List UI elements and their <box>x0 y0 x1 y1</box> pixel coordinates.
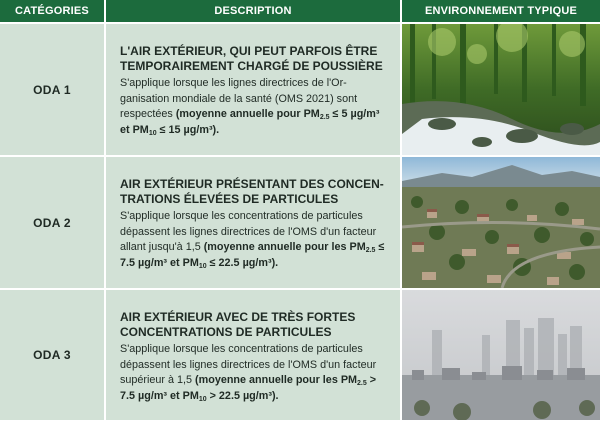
description-title: AIR EXTÉRIEUR AVEC DE TRÈS FORTES CONCENTRATIONS DE PARTICULES <box>120 310 356 339</box>
header-environment: ENVIRONNEMENT TYPIQUE <box>402 0 600 24</box>
pm10-value: ≤ 15 µg/m³). <box>159 123 220 136</box>
pm25-sub: 2.5 <box>319 114 330 121</box>
description-body: S'applique lorsque les lignes directrices de l'Or-ganisation mondiale de la santé (OMS 2021) sont respectées <box>120 77 358 120</box>
description-text <box>120 209 390 271</box>
pm25-sub: 2.5 <box>357 380 367 387</box>
pm10-value: > 22.5 µg/m³). <box>209 389 279 402</box>
pm25-value: ≤ 5 µg/m³ et <box>120 108 380 136</box>
description-text <box>120 76 390 138</box>
bold-prefix: (moyenne annuelle pour les <box>195 374 338 386</box>
pm25-label: PM <box>340 374 358 386</box>
pm25-label: PM <box>349 241 366 253</box>
description-oda3 <box>106 290 402 422</box>
description-body: S'applique lorsque les concentrations de particules dépassent les lignes directrices de l'OMS d'un facteur allant jusqu'à 1,5 <box>120 210 377 253</box>
description-title: AIR EXTÉRIEUR PRÉSENTANT DES CONCEN-TRATIONS ÉLEVÉES DE PARTICULES <box>120 177 384 206</box>
pm10-sub: 10 <box>198 395 207 403</box>
pm25-label: PM <box>303 108 320 120</box>
description-text <box>120 342 390 404</box>
pm25-value: ≤ 7.5 µg/m³ et <box>120 241 385 269</box>
suburb-image <box>402 157 600 290</box>
header-description: DESCRIPTION <box>106 0 402 24</box>
description-body: S'applique lorsque les concentrations de particules dépassent les lignes directrices de l'OMS d'un facteur supérieur à 1,5 <box>120 343 377 386</box>
description-oda1 <box>106 24 402 157</box>
pm25-value: > 7.5 µg/m³ et <box>120 374 377 402</box>
header-categories: CATÉGORIES <box>0 0 106 24</box>
description-title: L'AIR EXTÉRIEUR, QUI PEUT PARFOIS ÊTRE TEMPORAIREMENT CHARGÉ DE POUSSIÈRE <box>120 44 383 73</box>
forest-stream-image <box>402 24 600 157</box>
smog-city-image <box>402 290 600 422</box>
category-oda1: ODA 1 <box>0 24 106 157</box>
pm10-value: ≤ 22.5 µg/m³). <box>209 256 279 269</box>
bold-prefix: (moyenne annuelle pour <box>175 108 301 120</box>
pm10-label: PM <box>182 256 199 269</box>
category-oda3: ODA 3 <box>0 290 106 422</box>
pm10-sub: 10 <box>198 262 207 270</box>
category-oda2: ODA 2 <box>0 157 106 290</box>
pm10-sub: 10 <box>148 129 157 137</box>
description-oda2 <box>106 157 402 290</box>
pm10-label: PM <box>132 123 149 136</box>
bold-prefix: (moyenne annuelle pour les <box>203 241 347 253</box>
pm10-label: PM <box>182 389 199 402</box>
pm25-sub: 2.5 <box>365 247 376 254</box>
